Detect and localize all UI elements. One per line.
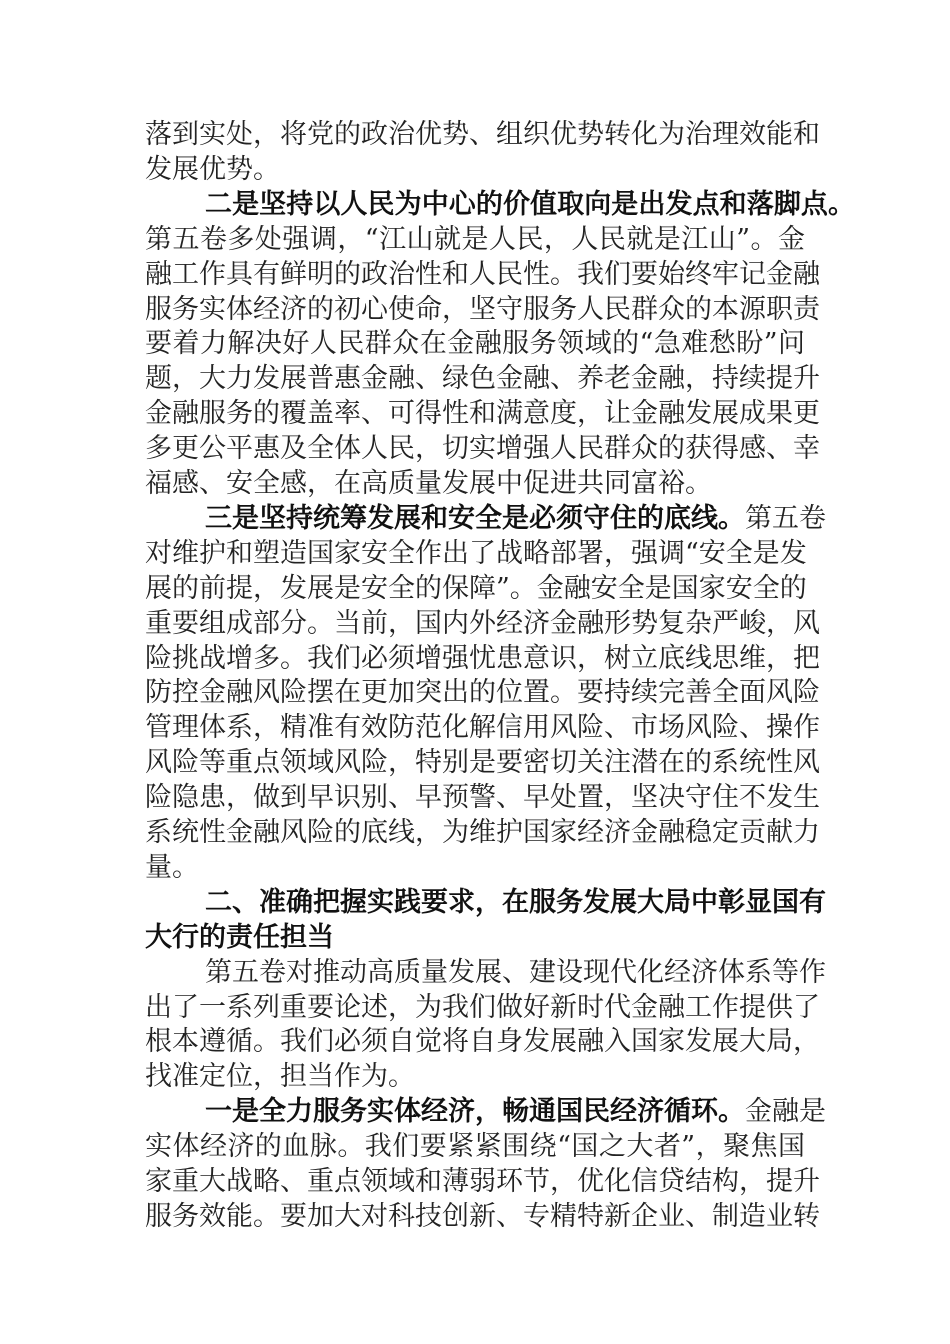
body-text: 出了一系列重要论述，为我们做好新时代金融工作提供了 — [145, 992, 820, 1023]
body-text: 落到实处，将党的政治优势、组织优势转化为治理效能和 — [145, 119, 820, 150]
body-text: 发展优势。 — [145, 154, 280, 185]
body-text: 题，大力发展普惠金融、绿色金融、养老金融，持续提升 — [145, 363, 820, 394]
body-text: 风险等重点领域风险，特别是要密切关注潜在的系统性风 — [145, 747, 820, 778]
text-line — [145, 398, 820, 430]
text-line — [145, 1061, 805, 1093]
text-line — [145, 677, 820, 709]
body-text: 找准定位，担当作为。 — [145, 1061, 415, 1092]
body-text: 实体经济的血脉。我们要紧紧围绕“国之大者”，聚焦国 — [145, 1131, 805, 1162]
text-line — [205, 957, 826, 989]
bold-lead-text: 一是全力服务实体经济，畅通国民经济循环。 — [205, 1096, 745, 1127]
body-text: 多更公平惠及全体人民，切实增强人民群众的获得感、幸 — [145, 433, 820, 464]
text-line — [145, 608, 820, 640]
bold-lead-text: 二、准确把握实践要求，在服务发展大局中彰显国有 — [205, 887, 826, 918]
body-text: 福感、安全感，在高质量发展中促进共同富裕。 — [145, 468, 712, 499]
text-line — [205, 189, 855, 221]
body-text: 融工作具有鲜明的政治性和人民性。我们要始终牢记金融 — [145, 259, 820, 290]
text-line — [145, 1026, 820, 1058]
body-text: 展的前提，发展是安全的保障”。金融安全是国家安全的 — [145, 573, 807, 604]
text-line — [145, 433, 820, 465]
bold-lead-text: 大行的责任担当 — [145, 922, 334, 953]
body-text: 金融服务的覆盖率、可得性和满意度，让金融发展成果更 — [145, 398, 820, 429]
body-text: 服务效能。要加大对科技创新、专精特新企业、制造业转 — [145, 1201, 820, 1232]
bold-lead-text: 二是坚持以人民为中心的价值取向是出发点和落脚点。 — [205, 189, 855, 220]
body-text: 第五卷对推动高质量发展、建设现代化经济体系等作 — [205, 957, 826, 988]
text-line — [145, 224, 805, 256]
bold-lead-text: 三是坚持统筹发展和安全是必须守住的底线。 — [205, 503, 745, 534]
body-text: 险隐患，做到早识别、早预警、早处置，坚决守住不发生 — [145, 782, 820, 813]
body-text: 金融是 — [745, 1096, 826, 1127]
text-line — [205, 503, 826, 535]
text-line — [145, 747, 820, 779]
body-text: 险挑战增多。我们必须增强忧患意识，树立底线思维，把 — [145, 643, 820, 674]
body-text: 系统性金融风险的底线，为维护国家经济金融稳定贡献力 — [145, 817, 820, 848]
text-line — [145, 119, 820, 151]
text-line — [145, 1166, 820, 1198]
text-line — [145, 468, 805, 500]
text-line — [145, 328, 805, 360]
text-line — [145, 782, 820, 814]
body-text: 家重大战略、重点领域和薄弱环节，优化信贷结构，提升 — [145, 1166, 820, 1197]
text-line — [145, 643, 820, 675]
body-text: 要着力解决好人民群众在金融服务领域的“急难愁盼”问 — [145, 328, 805, 359]
body-text: 根本遵循。我们必须自觉将自身发展融入国家发展大局， — [145, 1026, 820, 1057]
text-line — [205, 1096, 826, 1128]
text-line — [145, 852, 805, 884]
text-line — [145, 259, 820, 291]
text-line — [145, 817, 820, 849]
text-line — [145, 992, 820, 1024]
body-text: 第五卷 — [745, 503, 826, 534]
body-text: 防控金融风险摆在更加突出的位置。要持续完善全面风险 — [145, 677, 820, 708]
body-text: 重要组成部分。当前，国内外经济金融形势复杂严峻，风 — [145, 608, 820, 639]
text-line — [145, 154, 805, 186]
text-line — [145, 363, 820, 395]
text-line — [145, 294, 820, 326]
text-line — [145, 573, 805, 605]
section-heading-line — [205, 887, 826, 919]
text-line — [145, 712, 820, 744]
section-heading-line — [145, 922, 805, 954]
text-line — [145, 1131, 805, 1163]
body-text: 量。 — [145, 852, 199, 883]
body-text: 管理体系，精准有效防范化解信用风险、市场风险、操作 — [145, 712, 820, 743]
body-text: 对维护和塑造国家安全作出了战略部署，强调“安全是发 — [145, 538, 807, 569]
body-text: 第五卷多处强调，“江山就是人民，人民就是江山”。金 — [145, 224, 805, 255]
text-line — [145, 1201, 820, 1233]
body-text: 服务实体经济的初心使命，坚守服务人民群众的本源职责 — [145, 294, 820, 325]
text-line — [145, 538, 805, 570]
